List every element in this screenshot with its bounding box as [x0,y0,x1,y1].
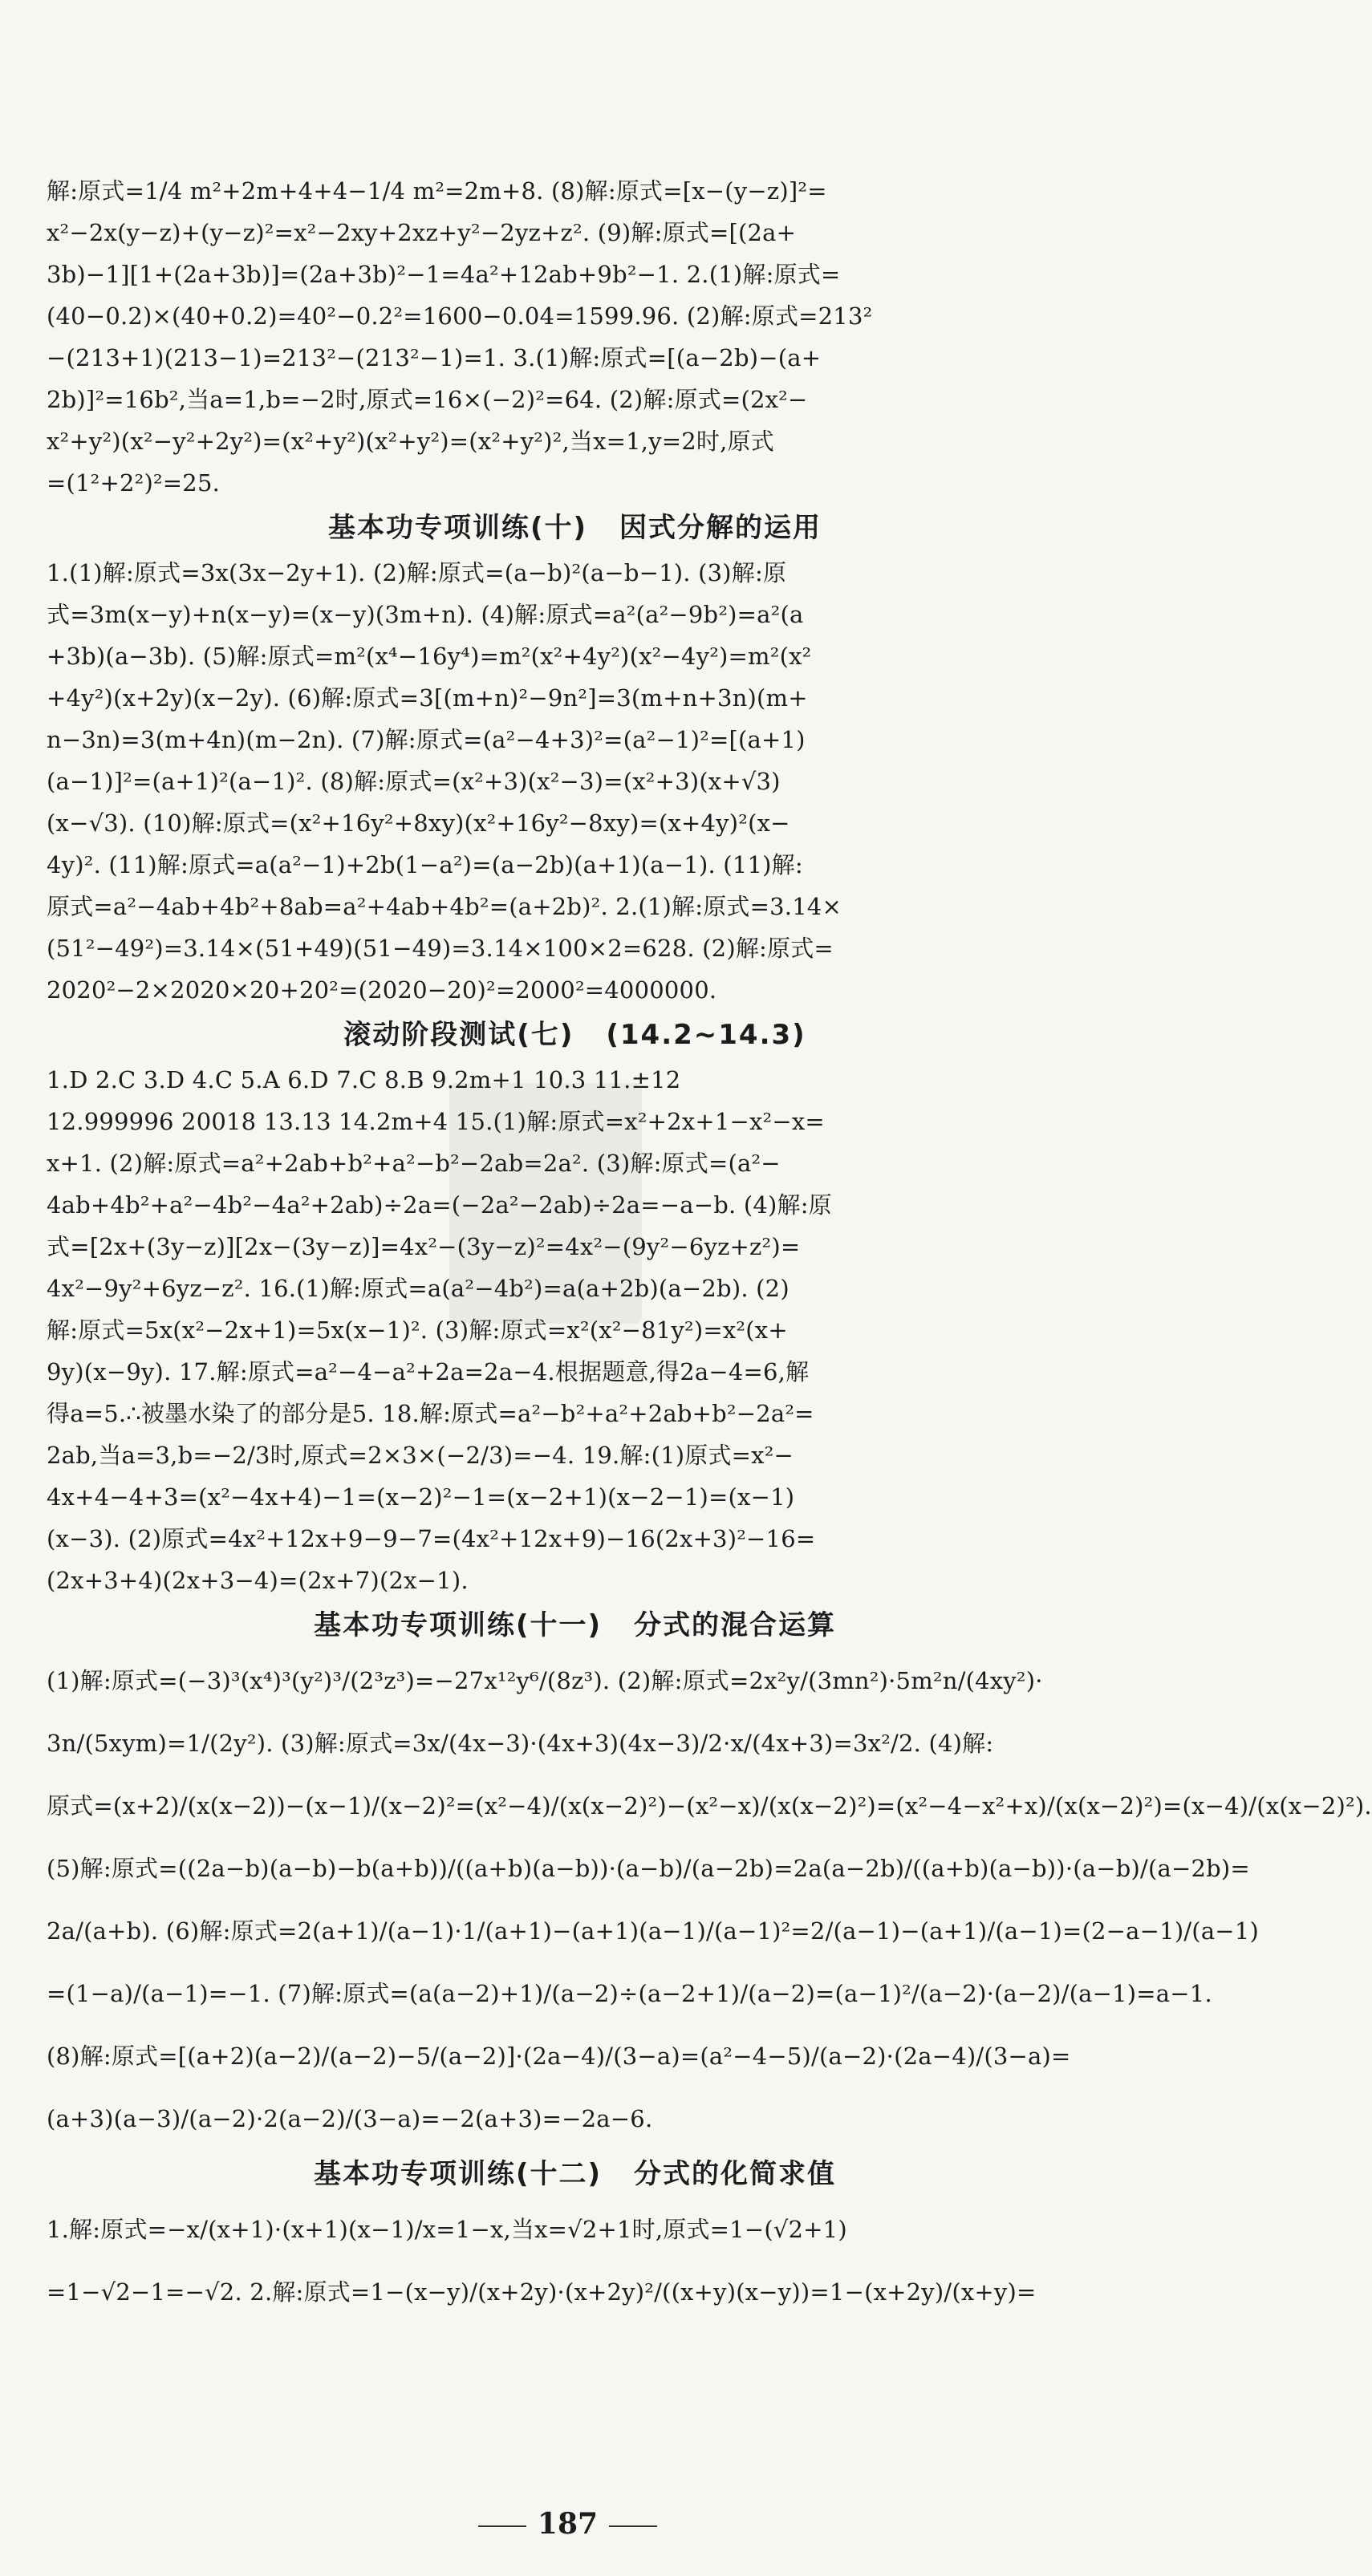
text-line: x²+y²)(x²−y²+2y²)=(x²+y²)(x²+y²)=(x²+y²)²,当x=1,y=2时,原式 [47,428,774,455]
text-line: (51²−49²)=3.14×(51+49)(51−49)=3.14×100×2=628. (2)解:原式= [47,935,834,962]
text-line: 1.(1)解:原式=3x(3x−2y+1). (2)解:原式=(a−b)²(a−b−1). (3)解:原 [47,559,787,586]
text-line: 式=[2x+(3y−z)][2x−(3y−z)]=4x²−(3y−z)²=4x²−(9y²−6yz+z²)= [47,1233,801,1260]
text-line: (5)解:原式=((2a−b)(a−b)−b(a+b))/((a+b)(a−b))·(a−b)/(a−2b)=2a(a−2b)/((a+b)(a−b))·(a−b)/(a−2b)= [47,1855,1250,1882]
text-line: (a−1)]²=(a+1)²(a−1)². (8)解:原式=(x²+3)(x²−3)=(x²+3)(x+√3) [47,768,781,795]
page-number-dash-left [478,2525,526,2527]
text-line: 4x²−9y²+6yz−z². 16.(1)解:原式=a(a²−4b²)=a(a+2b)(a−2b). (2) [47,1275,790,1302]
text-line: (x−3). (2)原式=4x²+12x+9−9−7=(4x²+12x+9)−16(2x+3)²−16= [47,1525,816,1552]
text-line: 2020²−2×2020×20+20²=(2020−20)²=2000²=4000000. [47,976,717,1004]
page-number-text: 187 [537,2507,599,2541]
section-heading [47,1011,1103,1059]
text-line: 12.999996 20018 13.13 14.2m+4 15.(1)解:原式=x²+2x+1−x²−x= [47,1108,825,1135]
text-line: 4y)². (11)解:原式=a(a²−1)+2b(1−a²)=(a−2b)(a+1)(a−1). (11)解: [47,851,803,878]
text-line: 1.D 2.C 3.D 4.C 5.A 6.D 7.C 8.B 9.2m+1 10.3 11.±12 [47,1066,681,1093]
text-line: 原式=(x+2)/(x(x−2))−(x−1)/(x−2)²=(x²−4)/(x(x−2)²)−(x²−x)/(x(x−2)²)=(x²−4−x²+x)/(x(x−2)²)=(x−4)/(x(x−2)²). [47,1792,1372,1819]
text-line: 2ab,当a=3,b=−2/3时,原式=2×3×(−2/3)=−4. 19.解:(1)原式=x²− [47,1442,794,1469]
text-line: =1−√2−1=−√2. 2.解:原式=1−(x−y)/(x+2y)·(x+2y)²/((x+y)(x−y))=1−(x+2y)/(x+y)= [47,2278,1037,2306]
text-line: (a+3)(a−3)/(a−2)·2(a−2)/(3−a)=−2(a+3)=−2a−6. [47,2105,653,2132]
continued-answers [47,170,1103,504]
text-line: 4x+4−4+3=(x²−4x+4)−1=(x−2)²−1=(x−2+1)(x−2−1)=(x−1) [47,1483,795,1511]
section-fraction-simplify [47,2150,1103,2323]
section-heading [47,504,1103,552]
text-line: x+1. (2)解:原式=a²+2ab+b²+a²−b²−2ab=2a². (3)解:原式=(a²− [47,1150,781,1177]
page-number [0,2507,1135,2541]
text-line: (8)解:原式=[(a+2)(a−2)/(a−2)−5/(a−2)]·(2a−4)/(3−a)=(a²−4−5)/(a−2)·(2a−4)/(3−a)= [47,2043,1071,2070]
text-line: +3b)(a−3b). (5)解:原式=m²(x⁴−16y⁴)=m²(x²+4y²)(x²−4y²)=m²(x² [47,643,812,670]
text-line: 2b)]²=16b²,当a=1,b=−2时,原式=16×(−2)²=64. (2)解:原式=(2x²− [47,386,808,413]
text-line: 9y)(x−9y). 17.解:原式=a²−4−a²+2a=2a−4.根据题意,得2a−4=6,解 [47,1358,810,1385]
text-line: =(1−a)/(a−1)=−1. (7)解:原式=(a(a−2)+1)/(a−2)÷(a−2+1)/(a−2)=(a−1)²/(a−2)·(a−2)/(a−1)=a−1. [47,1980,1212,2007]
text-line: 解:原式=5x(x²−2x+1)=5x(x−1)². (3)解:原式=x²(x²−81y²)=x²(x+ [47,1316,788,1344]
section-title: 基本功专项训练(十) [327,512,588,544]
section-title: 基本功专项训练(十二) [313,2158,603,2190]
text-line: 2a/(a+b). (6)解:原式=2(a+1)/(a−1)·1/(a+1)−(a+1)(a−1)/(a−1)²=2/(a−1)−(a+1)/(a−1)=(2−a−1)/(a−1) [47,1917,1259,1945]
section-fraction-operations [47,1601,1372,2150]
text-line: x²−2x(y−z)+(y−z)²=x²−2xy+2xz+y²−2yz+z². (9)解:原式=[(2a+ [47,219,797,246]
section-topic: 分式的化简求值 [634,2158,837,2190]
section-factorization [47,504,1103,1011]
page-number-dash-right [609,2525,657,2527]
section-heading [47,2150,1103,2198]
section-title: 滚动阶段测试(七) [343,1019,574,1051]
text-line: (x−√3). (10)解:原式=(x²+16y²+8xy)(x²+16y²−8xy)=(x+4y)²(x− [47,809,790,837]
section-stage-test [47,1011,1103,1601]
text-line: 1.解:原式=−x/(x+1)·(x+1)(x−1)/x=1−x,当x=√2+1时,原式=1−(√2+1) [47,2216,847,2243]
section-topic: 分式的混合运算 [634,1609,837,1641]
text-line: 解:原式=1/4 m²+2m+4+4−1/4 m²=2m+8. (8)解:原式=[x−(y−z)]²= [47,177,827,205]
text-line: (40−0.2)×(40+0.2)=40²−0.2²=1600−0.04=1599.96. (2)解:原式=213² [47,302,873,330]
text-line: n−3n)=3(m+4n)(m−2n). (7)解:原式=(a²−4+3)²=(a²−1)²=[(a+1) [47,726,806,753]
text-line: =(1²+2²)²=25. [47,469,221,497]
section-topic: (14.2∼14.3) [606,1019,806,1051]
text-line: 原式=a²−4ab+4b²+8ab=a²+4ab+4b²=(a+2b)². 2.(1)解:原式=3.14× [47,893,842,920]
page-content [47,170,1372,2323]
text-line: 得a=5.∴被墨水染了的部分是5. 18.解:原式=a²−b²+a²+2ab+b²−2a²= [47,1400,814,1427]
text-line: (2x+3+4)(2x+3−4)=(2x+7)(2x−1). [47,1567,469,1594]
section-heading [47,1601,1103,1649]
text-line: 4ab+4b²+a²−4b²−4a²+2ab)÷2a=(−2a²−2ab)÷2a=−a−b. (4)解:原 [47,1191,832,1219]
text-line: +4y²)(x+2y)(x−2y). (6)解:原式=3[(m+n)²−9n²]=3(m+n+3n)(m+ [47,684,808,712]
section-topic: 因式分解的运用 [619,512,822,544]
text-line: (1)解:原式=(−3)³(x⁴)³(y²)³/(2³z³)=−27x¹²y⁶/(8z³). (2)解:原式=2x²y/(3mn²)·5m²n/(4xy²)· [47,1667,1043,1694]
text-line: 3b)−1][1+(2a+3b)]=(2a+3b)²−1=4a²+12ab+9b²−1. 2.(1)解:原式= [47,261,841,288]
text-line: −(213+1)(213−1)=213²−(213²−1)=1. 3.(1)解:原式=[(a−2b)−(a+ [47,344,822,371]
text-line: 式=3m(x−y)+n(x−y)=(x−y)(3m+n). (4)解:原式=a²(a²−9b²)=a²(a [47,601,804,628]
text-line: 3n/(5xym)=1/(2y²). (3)解:原式=3x/(4x−3)·(4x+3)(4x−3)/2·x/(4x+3)=3x²/2. (4)解: [47,1730,994,1757]
section-title: 基本功专项训练(十一) [313,1609,603,1641]
